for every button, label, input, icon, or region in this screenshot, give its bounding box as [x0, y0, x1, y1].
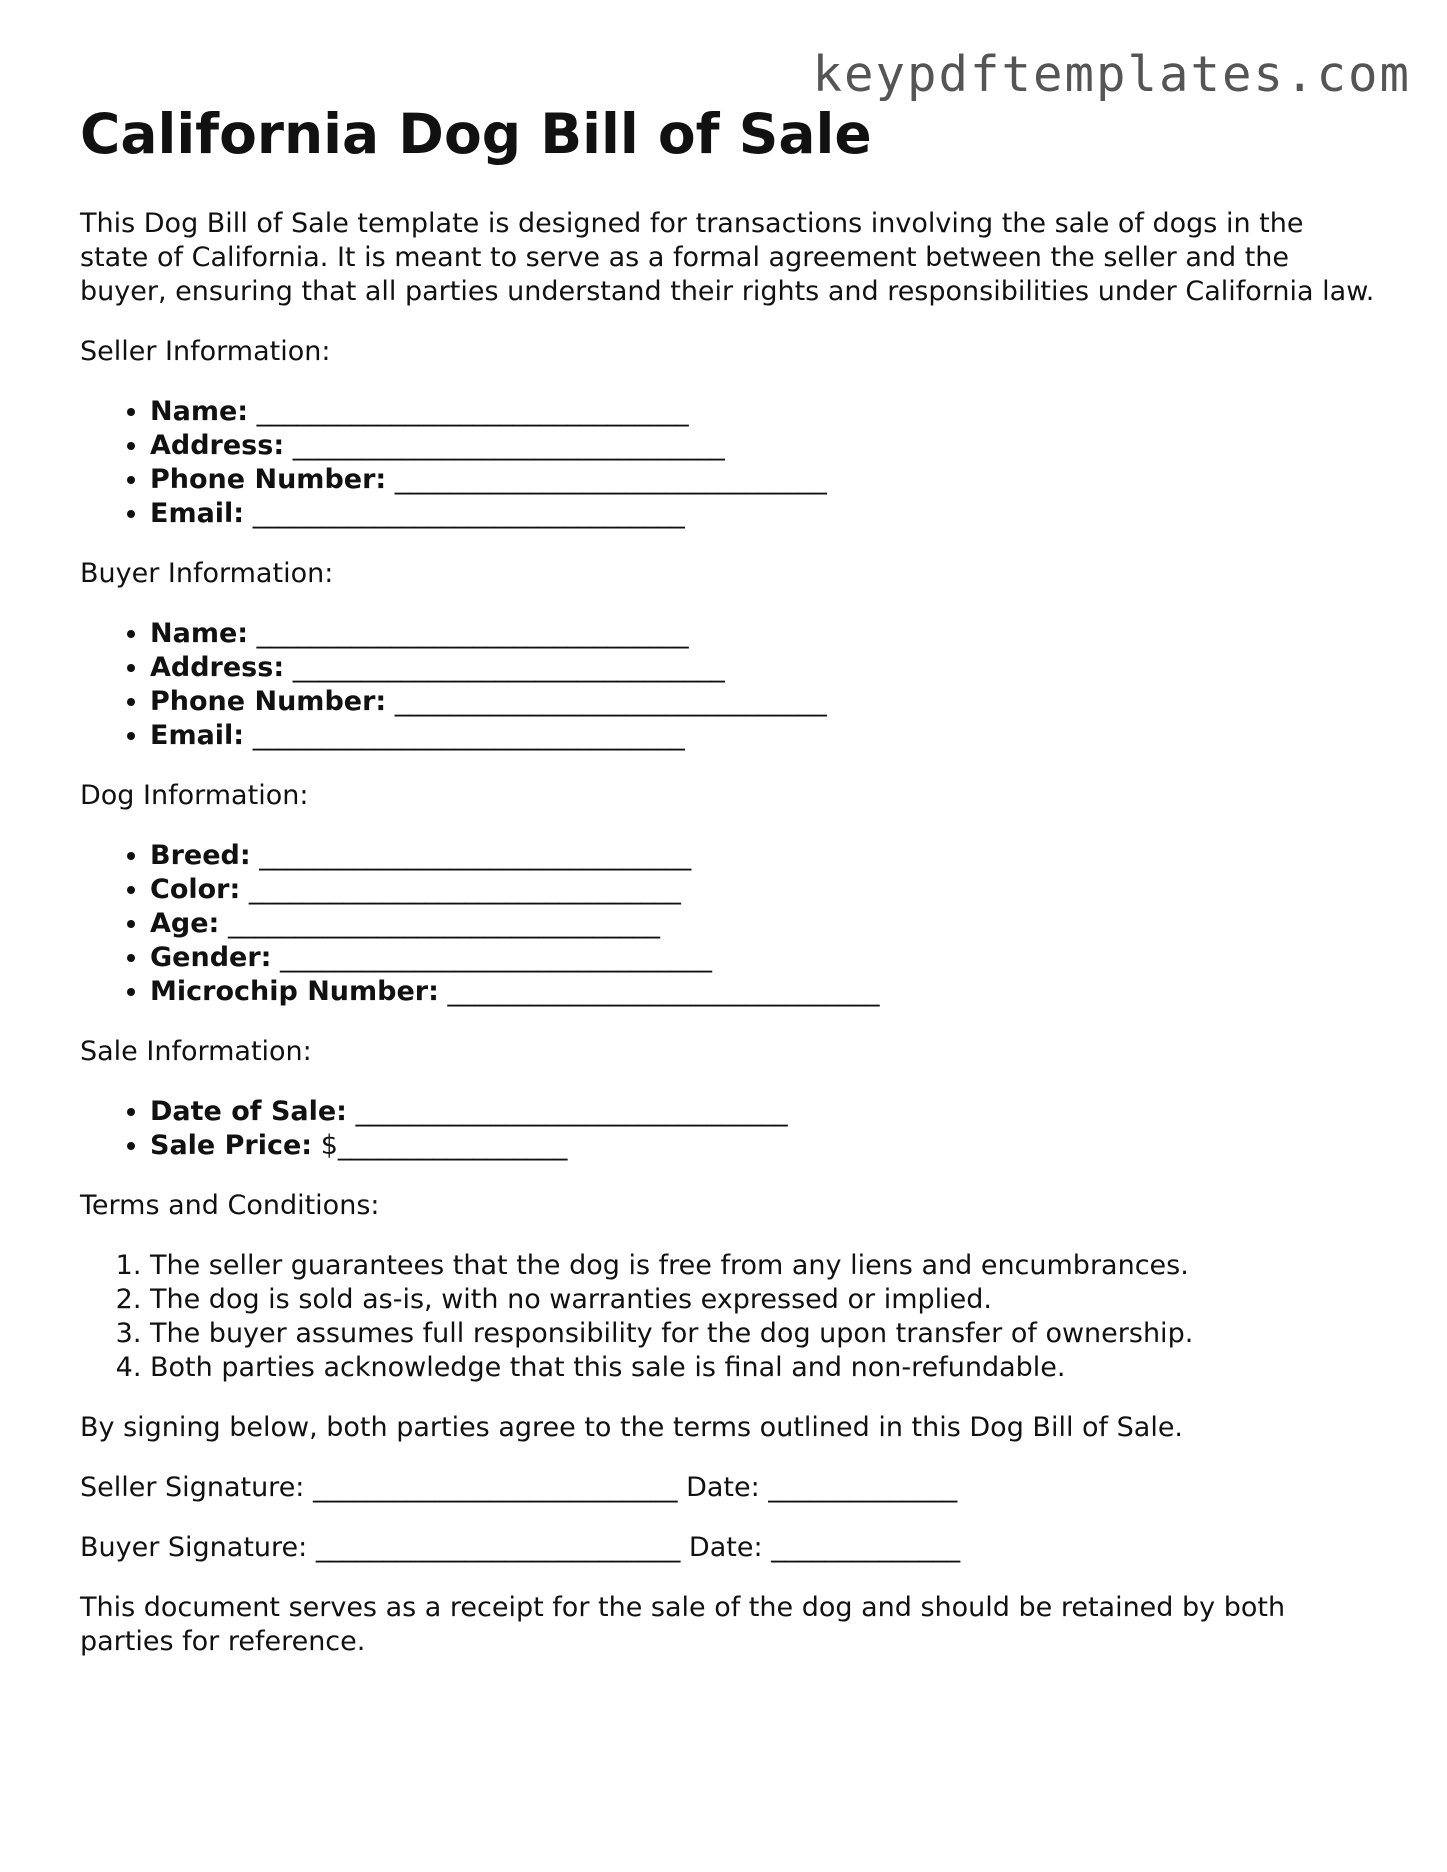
field-label: Gender:: [150, 941, 272, 973]
field-blank: ________________________________: [280, 941, 713, 973]
field-blank: ________________________________: [252, 719, 685, 751]
field-label: Microchip Number:: [150, 975, 439, 1007]
terms-item: 2. The dog is sold as-is, with no warranties expressed or implied.: [150, 1283, 1380, 1317]
field-label: Phone Number:: [150, 463, 387, 495]
seller-address-field: [150, 429, 1380, 463]
field-label: Name:: [150, 617, 249, 649]
field-blank: ________________________________: [355, 1095, 788, 1127]
buyer-phone-field: [150, 685, 1380, 719]
dog-age-field: [150, 907, 1380, 941]
field-blank: ________________________________: [447, 975, 880, 1007]
field-label: Name:: [150, 395, 249, 427]
seller-fields-list: [80, 395, 1380, 531]
buyer-fields-list: [80, 617, 1380, 753]
field-blank: ________________________________: [256, 395, 689, 427]
field-blank: ________________________________: [256, 617, 689, 649]
dog-fields-list: [80, 839, 1380, 1009]
buyer-email-field: [150, 719, 1380, 753]
field-blank: ________________________________: [248, 873, 681, 905]
field-label: Phone Number:: [150, 685, 387, 717]
terms-item: 4. Both parties acknowledge that this sale is final and non-refundable.: [150, 1351, 1380, 1385]
field-label: Breed:: [150, 839, 251, 871]
field-blank: ________________________________: [292, 651, 725, 683]
sale-fields-list: [80, 1095, 1380, 1163]
field-label: Address:: [150, 651, 285, 683]
sale-section-heading: Sale Information:: [80, 1035, 312, 1067]
terms-list: [80, 1249, 1380, 1385]
dog-color-field: [150, 873, 1380, 907]
intro-paragraph: This Dog Bill of Sale template is designed for transactions involving the sale of dogs in the state of California. It is meant to serve as a formal agreement between the seller and the buyer, ensuring that all parties understand their rights and responsibilities under California law.: [80, 207, 1375, 307]
closing-paragraph: This document serves as a receipt for the sale of the dog and should be retained by both parties for reference.: [80, 1591, 1286, 1657]
field-blank: $_________________: [320, 1129, 568, 1161]
field-label: Age:: [150, 907, 220, 939]
dog-microchip-field: [150, 975, 1380, 1009]
dog-breed-field: [150, 839, 1380, 873]
terms-item: 1. The seller guarantees that the dog is free from any liens and encumbrances.: [150, 1249, 1380, 1283]
seller-phone-field: [150, 463, 1380, 497]
dog-gender-field: [150, 941, 1380, 975]
watermark: keypdftemplates.com: [812, 46, 1411, 103]
buyer-signature-line: Buyer Signature: ___________________________ Date: ______________: [80, 1531, 961, 1563]
document-title: California Dog Bill of Sale: [80, 102, 872, 166]
field-blank: ________________________________: [394, 463, 827, 495]
seller-signature-line: Seller Signature: ___________________________ Date: ______________: [80, 1471, 958, 1503]
field-blank: ________________________________: [292, 429, 725, 461]
buyer-name-field: [150, 617, 1380, 651]
buyer-address-field: [150, 651, 1380, 685]
field-blank: ________________________________: [252, 497, 685, 529]
field-label: Email:: [150, 497, 245, 529]
field-label: Sale Price:: [150, 1129, 313, 1161]
field-label: Address:: [150, 429, 285, 461]
field-label: Color:: [150, 873, 241, 905]
field-blank: ________________________________: [394, 685, 827, 717]
agreement-statement: By signing below, both parties agree to the terms outlined in this Dog Bill of Sale.: [80, 1411, 1184, 1443]
document-page: [80, 100, 1380, 1685]
seller-section-heading: Seller Information:: [80, 335, 331, 367]
seller-email-field: [150, 497, 1380, 531]
sale-date-field: [150, 1095, 1380, 1129]
field-blank: ________________________________: [227, 907, 660, 939]
sale-price-field: [150, 1129, 1380, 1163]
field-label: Date of Sale:: [150, 1095, 347, 1127]
seller-name-field: [150, 395, 1380, 429]
terms-section-heading: Terms and Conditions:: [80, 1189, 380, 1221]
dog-section-heading: Dog Information:: [80, 779, 309, 811]
field-blank: ________________________________: [259, 839, 692, 871]
terms-item: 3. The buyer assumes full responsibility for the dog upon transfer of ownership.: [150, 1317, 1380, 1351]
buyer-section-heading: Buyer Information:: [80, 557, 334, 589]
field-label: Email:: [150, 719, 245, 751]
